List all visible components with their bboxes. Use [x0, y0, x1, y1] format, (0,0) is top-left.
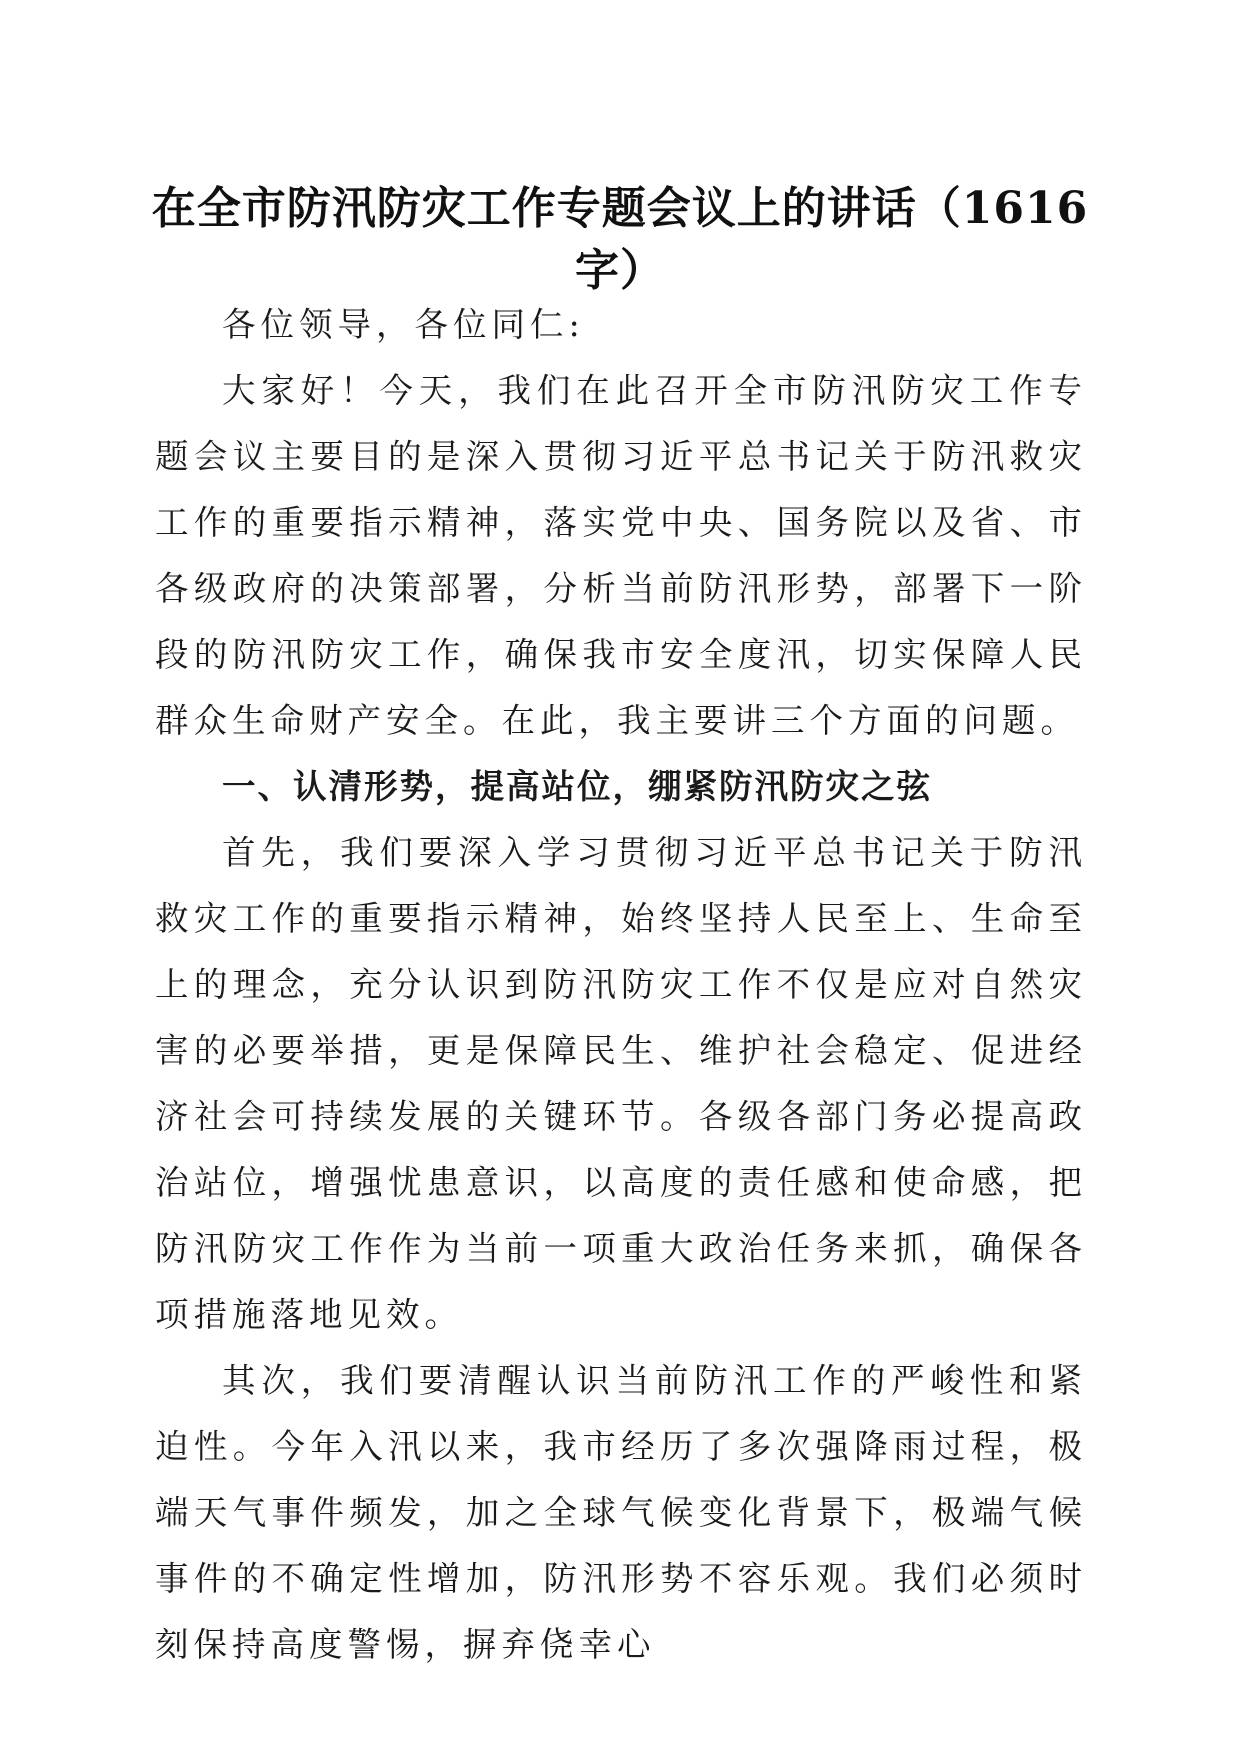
- document-body: [155, 292, 1087, 1678]
- intro-paragraph: 大家好！今天，我们在此召开全市防汛防灾工作专题会议主要目的是深入贯彻习近平总书记关于防汛救灾工作的重要指示精神，落实党中央、国务院以及省、市各级政府的决策部署，分析当前防汛形势，部署下一阶段的防汛防灾工作，确保我市安全度汛，切实保障人民群众生命财产安全。在此，我主要讲三个方面的问题。: [155, 371, 1087, 740]
- section-1-paragraph-2: 其次，我们要清醒认识当前防汛工作的严峻性和紧迫性。今年入汛以来，我市经历了多次强降雨过程，极端天气事件频发，加之全球气候变化背景下，极端气候事件的不确定性增加，防汛形势不容乐观。我们必须时刻保持高度警惕，摒弃侥幸心: [155, 1361, 1087, 1664]
- salutation: 各位领导，各位同仁:: [222, 305, 585, 344]
- section-heading-1: 一、认清形势，提高站位，绷紧防汛防灾之弦: [222, 767, 932, 806]
- section-1-paragraph-1: 首先，我们要深入学习贯彻习近平总书记关于防汛救灾工作的重要指示精神，始终坚持人民至上、生命至上的理念，充分认识到防汛防灾工作不仅是应对自然灾害的必要举措，更是保障民生、维护社会稳定、促进经济社会可持续发展的关键环节。各级各部门务必提高政治站位，增强忧患意识，以高度的责任感和使命感，把防汛防灾工作作为当前一项重大政治任务来抓，确保各项措施落地见效。: [155, 833, 1087, 1334]
- document-title: 在全市防汛防灾工作专题会议上的讲话（1616字）: [151, 183, 1089, 296]
